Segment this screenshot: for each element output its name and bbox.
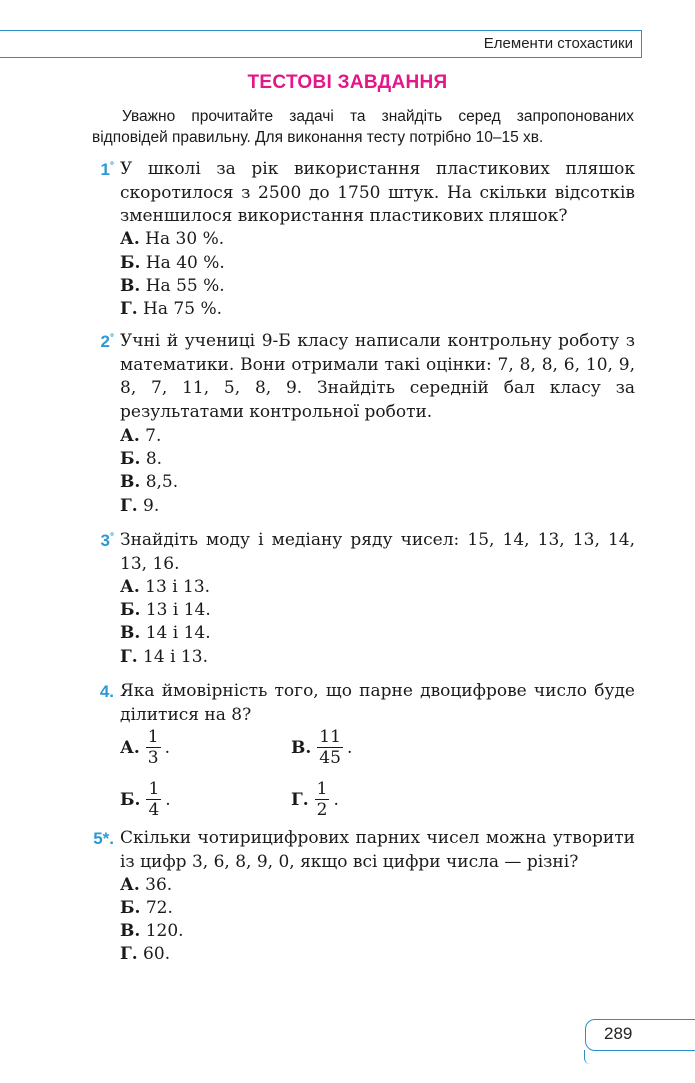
question-4-option-a[interactable]: А. $\frac{1}{3}$ . (120, 727, 170, 768)
question-1-option-d[interactable]: Г. На 75 %. (120, 299, 223, 319)
question-5-option-d[interactable]: Г. 60. (120, 944, 171, 964)
question-2-option-b[interactable]: Б. 8. (120, 449, 163, 469)
page-number-tab (585, 1019, 695, 1051)
question-2-option-d[interactable]: Г. 9. (120, 496, 160, 516)
page-number: 289 (604, 1024, 633, 1043)
question-5-text: Скільки чотирицифрових парних чисел можна утворити із цифр 3, 6, 8, 9, 0, якщо всі цифри числа — різні? (120, 828, 635, 872)
question-3-option-b[interactable]: Б. 13 і 14. (120, 600, 211, 620)
question-3-number: 3° (100, 531, 114, 550)
fraction: $\frac{1}{4}$ (148, 779, 160, 820)
question-1-option-b[interactable]: Б. На 40 %. (120, 253, 225, 273)
question-3-option-d[interactable]: Г. 14 і 13. (120, 647, 208, 667)
question-2-text: Учні й учениці 9-Б класу написали контрольну роботу з математики. Вони отримали такі оцінки: 7, 8, 8, 6, 10, 9, 8, 7, 11, 5, 8, 9. Знайдіть середній бал класу за результатами контрольної роботи. (120, 331, 635, 422)
fraction: $\frac{1}{2}$ (316, 779, 328, 820)
question-4-option-c[interactable]: В. $\frac{11}{45}$ . (291, 727, 353, 768)
question-5-option-a[interactable]: А. 36. (120, 875, 173, 895)
running-header (0, 30, 642, 58)
question-5-option-c[interactable]: В. 120. (120, 921, 184, 941)
instructions: Уважно прочитайте задачі та знайдіть серед запропонованих відповідей правильну. Для виконання тесту потрібно 10–15 хв. (92, 108, 634, 146)
question-3-option-c[interactable]: В. 14 і 14. (120, 623, 211, 643)
question-4-number: 4. (99, 682, 114, 701)
question-1-option-c[interactable]: В. На 55 %. (120, 276, 225, 296)
question-1-text: У школі за рік використання пластикових пляшок скоротилося з 2500 до 1750 штук. На скільки відсотків зменшилося використання пластикових пляшок? (120, 159, 635, 226)
question-3-text: Знайдіть моду і медіану ряду чисел: 15, 14, 13, 13, 14, 13, 16. (120, 530, 635, 574)
question-4-text: Яка ймовірність того, що парне двоцифрове число буде ділитися на 8? (120, 681, 635, 725)
question-4-option-b[interactable]: Б. $\frac{1}{4}$ . (120, 779, 171, 820)
question-2-number: 2° (100, 332, 114, 351)
question-1-number: 1° (100, 160, 114, 179)
question-1-option-a[interactable]: А. На 30 %. (120, 229, 225, 249)
test-heading: ТЕСТОВІ ЗАВДАННЯ (247, 72, 448, 93)
question-5-option-b[interactable]: Б. 72. (120, 898, 173, 918)
fraction: $\frac{1}{3}$ (147, 727, 159, 768)
question-4-option-d[interactable]: Г. $\frac{1}{2}$ . (291, 779, 339, 820)
fraction: $\frac{11}{45}$ (319, 727, 341, 768)
question-2-option-c[interactable]: В. 8,5. (120, 472, 179, 492)
question-5-number: 5*. (93, 829, 114, 848)
section-title: Елементи стохастики (483, 35, 633, 52)
question-3-option-a[interactable]: А. 13 і 13. (120, 577, 211, 597)
question-2-option-a[interactable]: А. 7. (120, 426, 162, 446)
